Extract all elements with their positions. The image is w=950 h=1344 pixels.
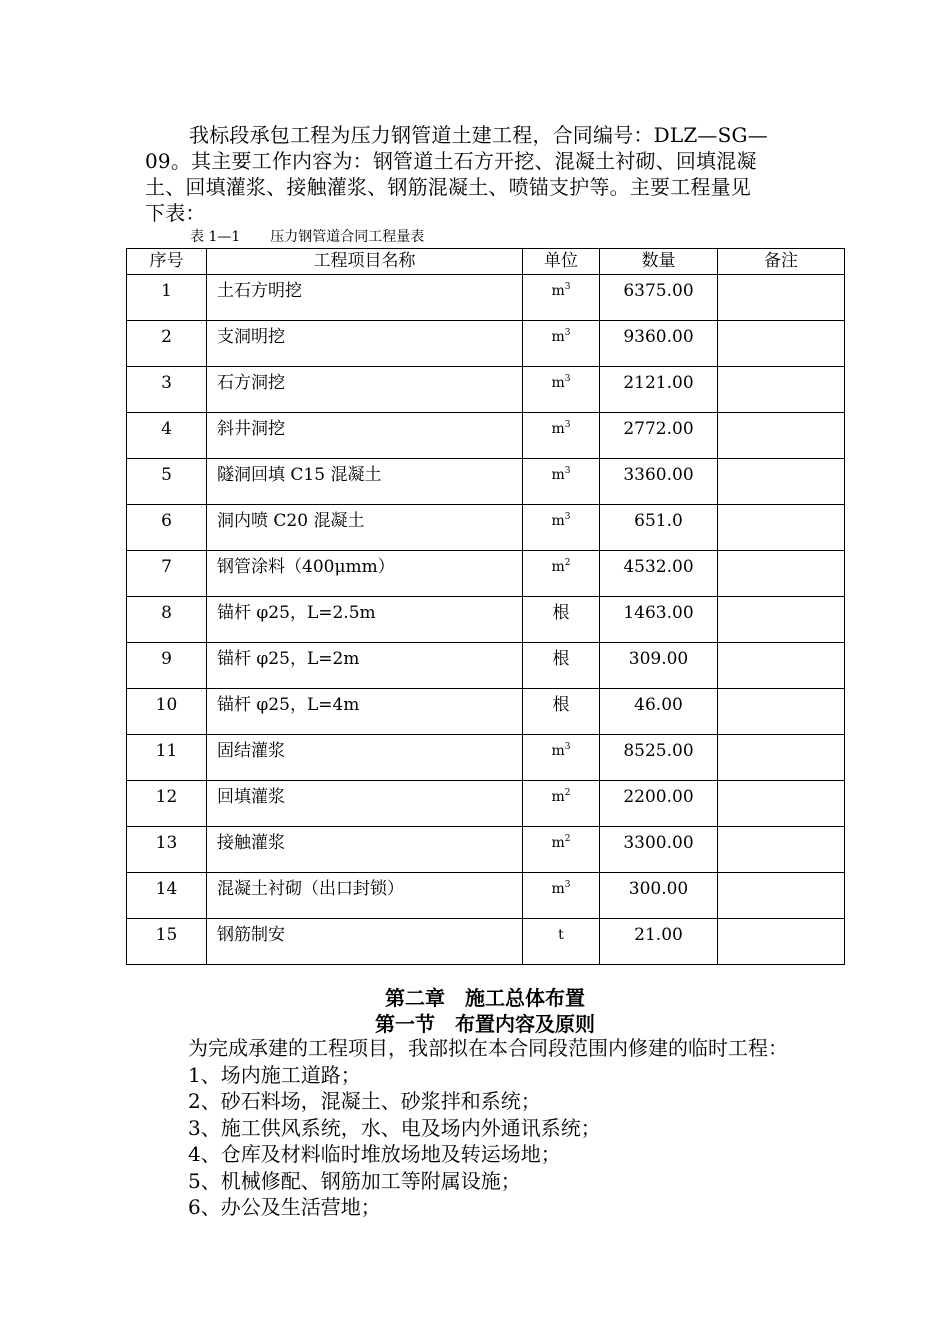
table-row xyxy=(127,321,845,367)
unit-exponent: 2 xyxy=(564,834,571,844)
cell-name: 锚杆 φ25，L=4m xyxy=(207,689,523,735)
cell-unit xyxy=(523,735,600,781)
cell-no: 14 xyxy=(127,873,207,919)
cell-note xyxy=(718,321,845,367)
unit-exponent: 3 xyxy=(564,328,571,338)
unit-base: m xyxy=(551,835,565,851)
cell-no: 13 xyxy=(127,827,207,873)
unit-base: m xyxy=(551,881,565,897)
unit-base: m xyxy=(551,513,565,529)
cell-quantity: 3300.00 xyxy=(600,827,718,873)
cell-quantity: 1463.00 xyxy=(600,597,718,643)
cell-note xyxy=(718,643,845,689)
quantity-table xyxy=(126,248,845,965)
cell-name: 支洞明挖 xyxy=(207,321,523,367)
cell-name: 钢管涂料（400μmm） xyxy=(207,551,523,597)
unit-exponent: 3 xyxy=(564,374,571,384)
cell-no: 9 xyxy=(127,643,207,689)
body-section xyxy=(188,1035,868,1221)
cell-note xyxy=(718,781,845,827)
table-number: 表 1—1 xyxy=(190,229,241,245)
cell-quantity: 46.00 xyxy=(600,689,718,735)
header-no: 序号 xyxy=(127,249,207,275)
unit-base: m xyxy=(551,375,565,391)
cell-quantity: 6375.00 xyxy=(600,275,718,321)
unit-base: m xyxy=(551,789,565,805)
cell-no: 11 xyxy=(127,735,207,781)
unit-exponent: 3 xyxy=(564,466,571,476)
table-row xyxy=(127,919,845,965)
cell-name: 回填灌浆 xyxy=(207,781,523,827)
unit-base: 根 xyxy=(552,649,570,669)
cell-unit xyxy=(523,275,600,321)
cell-quantity: 4532.00 xyxy=(600,551,718,597)
cell-no: 8 xyxy=(127,597,207,643)
table-row xyxy=(127,597,845,643)
cell-note xyxy=(718,275,845,321)
unit-base: m xyxy=(551,421,565,437)
table-row xyxy=(127,275,845,321)
intro-line: 我标段承包工程为压力钢管道土建工程，合同编号：DLZ—SG— xyxy=(189,123,768,147)
unit-base: 根 xyxy=(552,695,570,715)
unit-exponent: 2 xyxy=(564,788,571,798)
cell-unit xyxy=(523,413,600,459)
cell-unit xyxy=(523,367,600,413)
table-row xyxy=(127,873,845,919)
table-header-row xyxy=(127,249,845,275)
cell-note xyxy=(718,551,845,597)
cell-no: 7 xyxy=(127,551,207,597)
list-item: 1、场内施工道路； xyxy=(188,1062,361,1087)
cell-quantity: 2772.00 xyxy=(600,413,718,459)
cell-unit xyxy=(523,459,600,505)
cell-name: 隧洞回填 C15 混凝土 xyxy=(207,459,523,505)
cell-note xyxy=(718,367,845,413)
cell-unit xyxy=(523,689,600,735)
unit-exponent: 2 xyxy=(564,558,571,568)
table-row xyxy=(127,551,845,597)
cell-no: 12 xyxy=(127,781,207,827)
intro-paragraph xyxy=(145,122,845,226)
cell-note xyxy=(718,689,845,735)
table-row xyxy=(127,413,845,459)
unit-base: m xyxy=(551,559,565,575)
cell-quantity: 300.00 xyxy=(600,873,718,919)
unit-base: t xyxy=(558,927,564,943)
cell-name: 混凝土衬砌（出口封锁） xyxy=(207,873,523,919)
cell-quantity: 9360.00 xyxy=(600,321,718,367)
cell-no: 10 xyxy=(127,689,207,735)
list-item: 6、办公及生活营地； xyxy=(188,1195,381,1219)
chapter-title: 第二章 施工总体布置 xyxy=(385,986,585,1010)
cell-note xyxy=(718,505,845,551)
cell-note xyxy=(718,827,845,873)
cell-name: 土石方明挖 xyxy=(207,275,523,321)
cell-name: 钢筋制安 xyxy=(207,919,523,965)
list-item: 2、砂石料场，混凝土、砂浆拌和系统； xyxy=(188,1089,541,1113)
unit-exponent: 3 xyxy=(564,282,571,292)
cell-unit xyxy=(523,781,600,827)
unit-exponent: 3 xyxy=(564,742,571,752)
unit-exponent: 3 xyxy=(564,512,571,522)
header-unit: 单位 xyxy=(523,249,600,275)
cell-unit xyxy=(523,597,600,643)
cell-no: 15 xyxy=(127,919,207,965)
list-item: 5、机械修配、钢筋加工等附属设施； xyxy=(188,1168,521,1193)
header-note: 备注 xyxy=(718,249,845,275)
unit-base: 根 xyxy=(552,603,570,623)
intro-line: 下表： xyxy=(145,201,206,225)
cell-quantity: 309.00 xyxy=(600,643,718,689)
cell-note xyxy=(718,413,845,459)
cell-name: 锚杆 φ25，L=2m xyxy=(207,643,523,689)
cell-name: 固结灌浆 xyxy=(207,735,523,781)
cell-quantity: 2121.00 xyxy=(600,367,718,413)
cell-name: 石方洞挖 xyxy=(207,367,523,413)
header-quantity: 数量 xyxy=(600,249,718,275)
cell-name: 斜井洞挖 xyxy=(207,413,523,459)
cell-quantity: 2200.00 xyxy=(600,781,718,827)
cell-no: 2 xyxy=(127,321,207,367)
cell-no: 1 xyxy=(127,275,207,321)
table-body xyxy=(127,275,845,965)
cell-quantity: 21.00 xyxy=(600,919,718,965)
unit-exponent: 3 xyxy=(564,420,571,430)
body-lead: 为完成承建的工程项目，我部拟在本合同段范围内修建的临时工程： xyxy=(188,1036,788,1060)
cell-quantity: 8525.00 xyxy=(600,735,718,781)
cell-quantity: 651.0 xyxy=(600,505,718,551)
table-row xyxy=(127,781,845,827)
cell-unit xyxy=(523,827,600,873)
cell-quantity: 3360.00 xyxy=(600,459,718,505)
intro-line: 09。其主要工作内容为：钢管道土石方开挖、混凝土衬砌、回填混凝 xyxy=(145,149,757,173)
table-row xyxy=(127,367,845,413)
cell-no: 5 xyxy=(127,459,207,505)
unit-base: m xyxy=(551,329,565,345)
unit-base: m xyxy=(551,283,565,299)
cell-unit xyxy=(523,643,600,689)
table-row xyxy=(127,505,845,551)
intro-line: 土、回填灌浆、接触灌浆、钢筋混凝土、喷锚支护等。主要工程量见 xyxy=(145,175,751,199)
unit-base: m xyxy=(551,743,565,759)
cell-note xyxy=(718,919,845,965)
table-row xyxy=(127,459,845,505)
table-row xyxy=(127,827,845,873)
cell-unit xyxy=(523,505,600,551)
unit-exponent: 3 xyxy=(564,880,571,890)
table-row xyxy=(127,643,845,689)
cell-unit xyxy=(523,551,600,597)
cell-note xyxy=(718,873,845,919)
cell-name: 锚杆 φ25，L=2.5m xyxy=(207,597,523,643)
section-title: 第一节 布置内容及原则 xyxy=(375,1012,595,1036)
unit-base: m xyxy=(551,467,565,483)
cell-no: 4 xyxy=(127,413,207,459)
cell-unit xyxy=(523,321,600,367)
cell-note xyxy=(718,597,845,643)
table-row xyxy=(127,735,845,781)
table-caption xyxy=(190,228,424,246)
cell-note xyxy=(718,735,845,781)
list-item: 4、仓库及材料临时堆放场地及转运场地； xyxy=(188,1142,561,1166)
cell-note xyxy=(718,459,845,505)
cell-name: 洞内喷 C20 混凝土 xyxy=(207,505,523,551)
table-title: 压力钢管道合同工程量表 xyxy=(270,229,425,245)
table-row xyxy=(127,689,845,735)
cell-unit xyxy=(523,873,600,919)
header-name: 工程项目名称 xyxy=(207,249,523,275)
cell-no: 6 xyxy=(127,505,207,551)
list-item: 3、施工供风系统，水、电及场内外通讯系统； xyxy=(188,1115,601,1140)
cell-no: 3 xyxy=(127,367,207,413)
cell-name: 接触灌浆 xyxy=(207,827,523,873)
cell-unit xyxy=(523,919,600,965)
